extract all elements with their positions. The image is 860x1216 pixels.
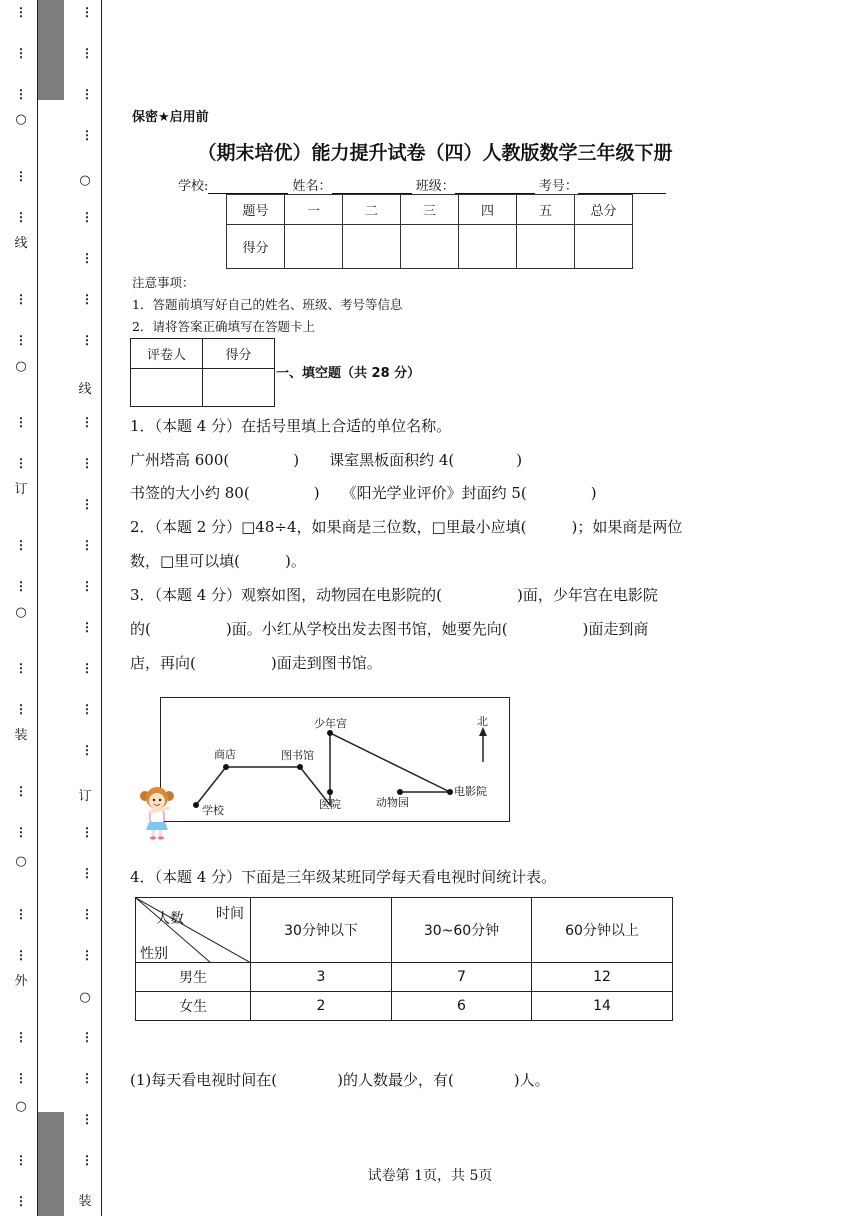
binding-dots: ⋮ — [81, 907, 93, 921]
binding-dots: ⋮ — [15, 169, 27, 183]
map-label-youth-palace: 少年宫 — [314, 717, 347, 730]
header-time: 时间 — [216, 906, 244, 922]
binding-dots: ⋮ — [81, 497, 93, 511]
binding-inner-column — [72, 0, 98, 1216]
tv-column-header: 30~60分钟 — [392, 898, 532, 963]
binding-outer-mark: ○ — [15, 605, 27, 620]
binding-dots: ⋮ — [81, 1112, 93, 1126]
binding-dots: ⋮ — [15, 1071, 27, 1085]
binding-dots: ⋮ — [15, 579, 27, 593]
binding-dots: ⋮ — [15, 907, 27, 921]
q1-paren: ) — [293, 451, 300, 469]
tv-column-header: 30分钟以下 — [251, 898, 392, 963]
page-title: （期末培优）能力提升试卷（四）人教版数学三年级下册 — [197, 142, 673, 164]
header-gender: 性别 — [140, 946, 168, 962]
score-cell[interactable] — [575, 225, 633, 269]
header-count: 人数 — [156, 911, 184, 927]
question-2-text: 2．（本题 2 分）□48÷4，如果商是三位数，□里最小应填( )；如果商是两位 — [130, 518, 683, 536]
tv-cell: 7 — [392, 963, 532, 992]
grader-score-label: 得分 — [203, 339, 275, 369]
grader-cell[interactable] — [131, 369, 203, 407]
name-blank[interactable] — [332, 180, 412, 194]
question-1-line3 — [130, 483, 597, 503]
grader-label: 评卷人 — [131, 339, 203, 369]
binding-dots: ⋮ — [81, 46, 93, 60]
map-label-zoo: 动物园 — [376, 796, 409, 809]
binding-dots: ⋮ — [81, 292, 93, 306]
tv-cell: 12 — [532, 963, 673, 992]
binding-dots: ⋮ — [15, 415, 27, 429]
tv-row-label: 男生 — [136, 963, 251, 992]
binding-dots: ⋮ — [81, 1071, 93, 1085]
binding-dots: ⋮ — [81, 5, 93, 19]
tv-time-table — [135, 897, 673, 1021]
map-label-hospital: 医院 — [319, 798, 341, 811]
map-point-school — [193, 802, 199, 808]
question-1-line2 — [130, 450, 522, 470]
notes — [132, 272, 402, 338]
q1-paren: ) — [516, 451, 523, 469]
score-header-cell: 三 — [401, 195, 459, 225]
question-4-sub1: (1)每天看电视时间在( )的人数最少，有( )人。 — [130, 1071, 550, 1089]
binding-dots: ⋮ — [15, 1153, 27, 1167]
binding-dots: ⋮ — [15, 948, 27, 962]
question-4-text: 4．（本题 4 分）下面是三年级某班同学每天看电视时间统计表。 — [130, 868, 557, 886]
map-point-store — [223, 764, 229, 770]
binding-outer-column — [10, 0, 32, 1216]
class-blank[interactable] — [455, 180, 535, 194]
binding-outer-mark: 装 — [14, 728, 28, 743]
tv-column-header: 60分钟以上 — [532, 898, 673, 963]
binding-dots: ⋮ — [81, 825, 93, 839]
question-3-line2: 的( )面。小红从学校出发去图书馆，她要先向( )面走到商 — [130, 620, 649, 638]
binding-dots: ⋮ — [15, 46, 27, 60]
binding-outer-mark: 外 — [14, 974, 28, 989]
map-point-zoo — [397, 789, 403, 795]
binding-dots: ⋮ — [81, 251, 93, 265]
binding-dots: ⋮ — [15, 333, 27, 347]
map-point-library — [297, 764, 303, 770]
question-3-line3: 店，再向( )面走到图书馆。 — [130, 654, 382, 672]
score-header-cell: 总分 — [575, 195, 633, 225]
score-header-cell: 题号 — [227, 195, 285, 225]
q1-paren: ) — [590, 484, 597, 502]
tv-cell: 2 — [251, 992, 392, 1021]
girl-illustration — [137, 784, 177, 842]
binding-inner-mark: 线 — [78, 382, 92, 397]
binding-dots: ⋮ — [81, 456, 93, 470]
notes-item: 1．答题前填写好自己的姓名、班级、考号等信息 — [132, 297, 403, 312]
map-label-north: 北 — [477, 715, 488, 728]
binding-dots: ⋮ — [15, 1030, 27, 1044]
score-header-cell: 四 — [459, 195, 517, 225]
binding-dots: ⋮ — [15, 825, 27, 839]
binding-gray-block-top — [38, 0, 64, 100]
score-cell[interactable] — [517, 225, 575, 269]
binding-dots: ⋮ — [81, 333, 93, 347]
tv-row-label: 女生 — [136, 992, 251, 1021]
binding-dots: ⋮ — [81, 87, 93, 101]
binding-dots: ⋮ — [81, 579, 93, 593]
q1-item-b: 课室黑板面积约 4( — [329, 451, 455, 469]
binding-dots: ⋮ — [81, 743, 93, 757]
binding-dots: ⋮ — [81, 128, 93, 142]
binding-dots: ⋮ — [81, 661, 93, 675]
score-cell[interactable] — [459, 225, 517, 269]
notes-title: 注意事项： — [132, 275, 195, 290]
tv-cell: 14 — [532, 992, 673, 1021]
binding-dots: ⋮ — [15, 87, 27, 101]
score-header-cell: 五 — [517, 195, 575, 225]
binding-gray-block-bottom — [38, 1112, 64, 1216]
binding-dots: ⋮ — [81, 702, 93, 716]
exam-no-blank[interactable] — [578, 180, 666, 194]
binding-outer-mark: ○ — [15, 854, 27, 869]
binding-dots: ⋮ — [81, 1153, 93, 1167]
section-title: 一、填空题（共 28 分） — [276, 366, 421, 381]
route-line — [196, 733, 450, 805]
school-label: 学校: — [178, 179, 209, 194]
binding-dots: ⋮ — [15, 456, 27, 470]
binding-dots: ⋮ — [81, 948, 93, 962]
q1-paren: ) — [313, 484, 320, 502]
binding-outer-mark: ○ — [15, 1099, 27, 1114]
tv-cell: 6 — [392, 992, 532, 1021]
tv-cell: 3 — [251, 963, 392, 992]
binding-dots: ⋮ — [81, 1030, 93, 1044]
binding-outer-mark: ○ — [15, 112, 27, 127]
binding-outer-mark: 线 — [14, 236, 28, 251]
binding-dots: ⋮ — [81, 620, 93, 634]
exam-no-label: 考号： — [538, 179, 578, 194]
binding-dots: ⋮ — [15, 5, 27, 19]
score-header-cell: 二 — [343, 195, 401, 225]
binding-dots: ⋮ — [15, 1194, 27, 1208]
grader-score-cell[interactable] — [203, 369, 275, 407]
map-label-cinema: 电影院 — [454, 785, 487, 798]
binding-dots: ⋮ — [81, 866, 93, 880]
page-footer: 试卷第 1页，共 5页 — [367, 1168, 493, 1184]
q1-item-d: 《阳光学业评价》封面约 5( — [341, 484, 527, 502]
binding-dots: ⋮ — [15, 702, 27, 716]
binding-dots: ⋮ — [81, 538, 93, 552]
notes-item: 2．请将答案正确填写在答题卡上 — [132, 319, 315, 334]
name-label: 姓名： — [292, 179, 332, 194]
binding-inner-mark: ○ — [79, 990, 91, 1005]
binding-dots: ⋮ — [81, 210, 93, 224]
school-blank[interactable] — [208, 180, 288, 194]
map-point-cinema — [447, 789, 453, 795]
binding-outer-mark: 订 — [14, 482, 28, 497]
class-label: 班级： — [415, 179, 455, 194]
binding-dots: ⋮ — [15, 210, 27, 224]
question-2-line2: 数，□里可以填( )。 — [130, 552, 306, 570]
q1-item-a: 广州塔高 600( — [130, 451, 230, 469]
binding-outer-mark: ○ — [15, 359, 27, 374]
question-1-text: 1．（本题 4 分）在括号里填上合适的单位名称。 — [130, 417, 452, 435]
map-point-youth-palace — [327, 730, 333, 736]
binding-dots: ⋮ — [15, 784, 27, 798]
q1-item-c: 书签的大小约 80( — [130, 484, 250, 502]
question-3-text: 3．（本题 4 分）观察如图，动物园在电影院的( )面，少年宫在电影院 — [130, 586, 658, 604]
score-header-cell: 一 — [285, 195, 343, 225]
map-label-store: 商店 — [214, 748, 236, 761]
binding-dots: ⋮ — [15, 661, 27, 675]
binding-inner-bottom-mark: 装 — [78, 1194, 92, 1209]
score-table — [226, 194, 633, 269]
map-point-hospital — [327, 789, 333, 795]
confidential-label: 保密★启用前 — [132, 110, 209, 125]
student-info-line — [178, 175, 666, 194]
binding-inner-mark: 订 — [78, 789, 92, 804]
score-row-label: 得分 — [227, 225, 285, 269]
score-cell[interactable] — [343, 225, 401, 269]
score-cell[interactable] — [401, 225, 459, 269]
tv-table-diagonal-header — [136, 898, 251, 963]
map-label-school: 学校 — [202, 804, 224, 817]
north-arrow-icon — [479, 727, 487, 736]
binding-dots: ⋮ — [15, 538, 27, 552]
binding-dots: ⋮ — [15, 292, 27, 306]
binding-dots: ⋮ — [81, 415, 93, 429]
direction-map — [160, 697, 512, 824]
binding-inner-mark: ○ — [79, 173, 91, 188]
map-label-library: 图书馆 — [281, 749, 314, 762]
grader-table — [130, 338, 275, 407]
score-cell[interactable] — [285, 225, 343, 269]
